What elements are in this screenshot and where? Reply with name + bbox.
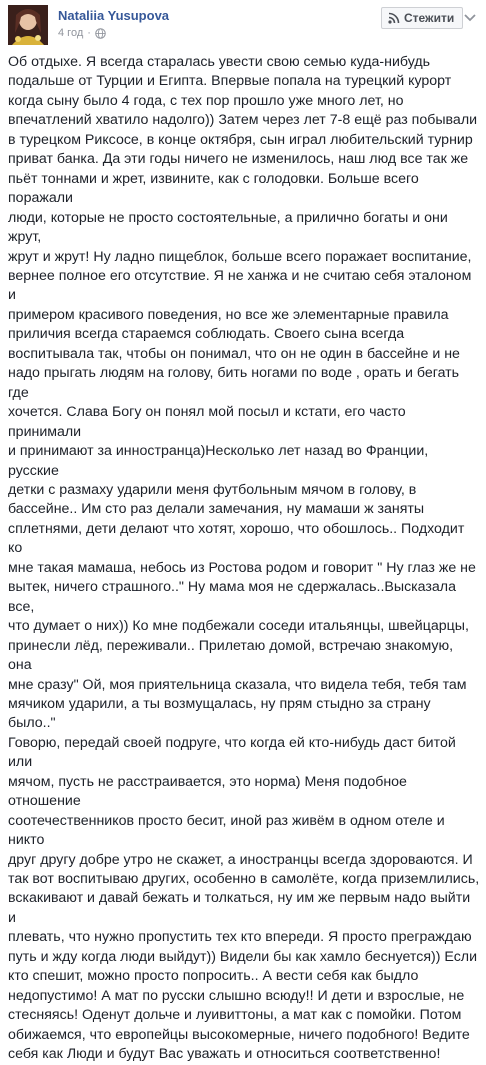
author-name-link[interactable]: Nataliia Yusupova bbox=[58, 8, 170, 23]
chevron-down-icon bbox=[464, 9, 476, 27]
meta-separator: · bbox=[87, 27, 91, 39]
post-options-button[interactable] bbox=[462, 11, 478, 25]
post-header bbox=[8, 5, 478, 45]
post-body-text: Об отдыхе. Я всегда старалась увести свою семью куда-нибудь подальше от Турции и Египта. Впервые попала на турецкий курорт когда сыну было 4 года, с тех пор прошло уже много лет, но впечатлений хватило надолго)) Затем через лет 7-8 ещё раз побывали в турецком Риксосе, в конце октября, сын играл любительский турнир приват банка. Да эти годы ничего не изменилось, наш люд все так же пьёт тоннами и жрет, извините, как с голодовки. Больше всего поражали люди, которые не просто состоятельные, а прилично богаты и они жрут, жрут и жрут! Ну ладно пищеблок, больше всего поражает воспитание, вернее полное его отсутствие. Я не ханжа и не считаю себя эталоном и примером красивого поведения, но все же элементарные правила приличия всегда стараемся соблюдать. Своего сына всегда воспитывала так, чтобы он понимал, что он не один в бассейне и не надо прыгать людям на голову, бить ногами по воде , орать и бегать где хочется. Слава Богу он понял мой посыл и кстати, его часто принимали и принимают за инностранца)Несколько лет назад во Франции, русские детки с размаху ударили меня футбольным мячом в голову, в бассейне.. Им сто раз делали замечания, ну мамаши ж заняты сплетнями, дети делают что хотят, хорошо, что обошлось.. Подходит ко мне такая мамаша, небось из Ростова родом и говорит " Ну глаз же не вытек, ничего страшного.." Ну мама моя не сдержалась..Высказала все, что думает о них)) Ко мне подбежали соседи итальянцы, швейцарцы, принесли лёд, переживали.. Прилетаю домой, встречаю знакомую, она мне сразу" Ой, моя приятельница сказала, что видела тебя, тебя там мячиком ударили, а ты возмущалась, ну прям стыдно за страну было.." Говорю, передай своей подруге, что когда ей кто-нибудь даст битой или мячом, пусть не расстраивается, это норма) Меня подобное отношение соотечественников просто бесит, иной раз живём в одном отеле и никто друг другу добре утро не скажет, а иностранцы всегда здороваются. И так вот воспитываю других, особенно в самолёте, когда приземлились, вскакивают и давай бежать и толкаться, ну им же первым надо выйти и плевать, что нужно пропустить тех кто впереди. Я просто преграждаю путь и жду когда люди выйдут)) Видели бы как хамло беснуется)) Если кто спешит, можно просто попросить.. А вести себя как быдло недопустимо! А мат по русски слышно всюду!! И дети и взрослые, не стесняясь! Оденут дольче и луивиттоны, а мат как с помойки. Потом обижаемся, что европейцы высокомерные, ничего подобного! Ведите себя как Люди и будут Вас уважать и относиться соответственно! bbox=[8, 54, 480, 1063]
follow-button-label: Стежити bbox=[404, 11, 455, 25]
rss-icon bbox=[388, 12, 400, 24]
follow-button[interactable] bbox=[381, 7, 463, 29]
author-avatar[interactable] bbox=[8, 5, 48, 45]
post-timestamp[interactable]: 4 год bbox=[58, 27, 84, 39]
post-meta bbox=[58, 27, 106, 39]
globe-icon[interactable] bbox=[95, 28, 106, 39]
